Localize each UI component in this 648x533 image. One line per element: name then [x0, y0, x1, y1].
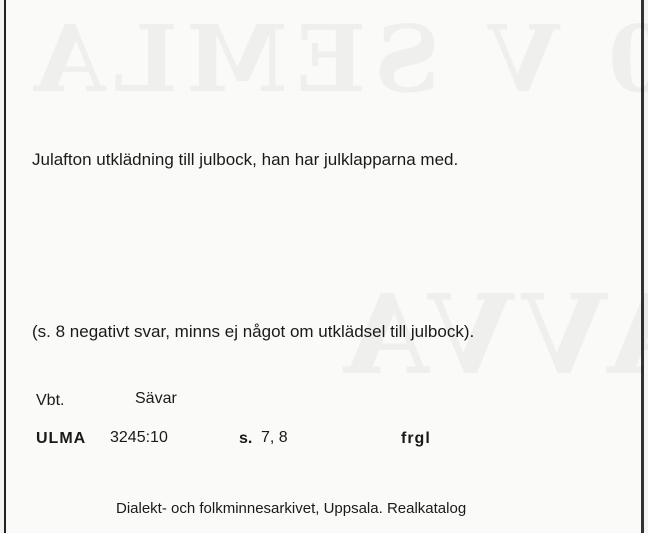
card-description: Julafton utklädning till julbock, han har julklapparna med. — [32, 150, 459, 169]
page-value: 7, 8 — [261, 429, 288, 446]
card-note: (s. 8 negativt svar, minns ej något om utklädsel till julbock). — [32, 322, 475, 341]
vbt-label: Vbt. — [36, 392, 65, 409]
page-prefix: s. — [239, 430, 253, 447]
ulma-label: ULMA — [36, 430, 87, 447]
catalog-card — [4, 0, 644, 533]
bleed-through-text-top — [26, 5, 648, 113]
vbt-place: Sävar — [135, 390, 177, 407]
archive-footer: Dialekt- och folkminnesarkivet, Uppsala. Realkatalog — [116, 500, 467, 517]
ulma-number: 3245:10 — [110, 429, 168, 446]
category-code: frgl — [401, 430, 431, 447]
